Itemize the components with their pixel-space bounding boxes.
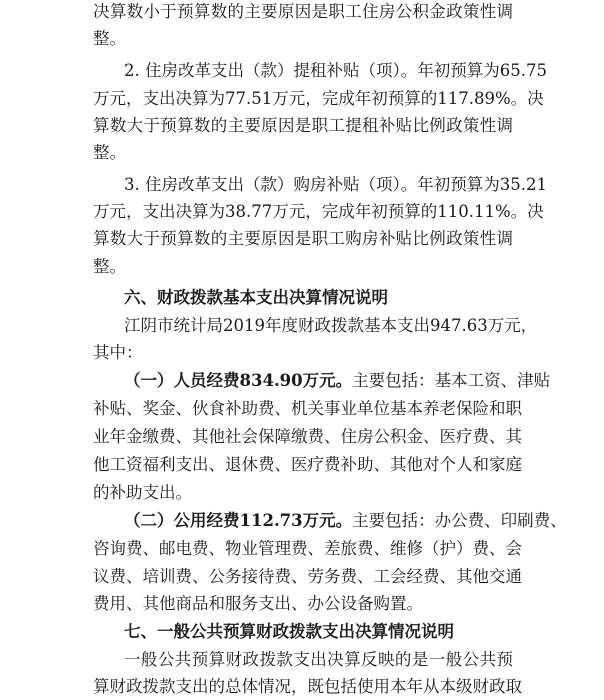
body-line: 决算数小于预算数的主要原因是职工住房公积金政策性调 bbox=[93, 2, 513, 21]
body-line: 江阴市统计局2019年度财政拨款基本支出947.63万元， bbox=[124, 316, 538, 335]
body-line: 补贴、奖金、伙食补助费、机关事业单位基本养老保险和职 bbox=[93, 399, 522, 418]
body-line: 其中： bbox=[93, 343, 143, 362]
list-item-2-line: 2. 住房改革支出（款）提租补贴（项）。年初预算为65.75 bbox=[124, 61, 547, 80]
body-line: 万元，支出决算为38.77万元，完成年初预算的110.11%。决 bbox=[93, 202, 544, 221]
body-line: 业年金缴费、其他社会保障缴费、住房公积金、医疗费、其 bbox=[93, 427, 522, 446]
body-line: 的补助支出。 bbox=[93, 483, 192, 502]
section-heading-7: 七、一般公共预算财政拨款支出决算情况说明 bbox=[124, 622, 454, 641]
body-line: 费用、其他商品和服务支出、办公设备购置。 bbox=[93, 594, 423, 613]
body-line: 他工资福利支出、退休费、医疗费补助、其他对个人和家庭 bbox=[93, 455, 522, 474]
body-line: 议费、培训费、公务接待费、劳务费、工会经费、其他交通 bbox=[93, 567, 522, 586]
subsection-label-personnel: （一）人员经费834.90万元。 bbox=[124, 371, 353, 390]
body-line: 整。 bbox=[93, 257, 126, 276]
subsection-text: 主要包括：基本工资、津贴 bbox=[352, 371, 551, 390]
list-item-3-line: 3. 住房改革支出（款）购房补贴（项）。年初预算为35.21 bbox=[124, 175, 547, 194]
body-line: 算数大于预算数的主要原因是职工购房补贴比例政策性调 bbox=[93, 229, 513, 248]
subsection-line-personnel bbox=[124, 368, 551, 394]
body-line: 整。 bbox=[93, 143, 126, 162]
body-line: 一般公共预算财政拨款支出决算反映的是一般公共预 bbox=[124, 650, 513, 669]
body-line: 算财政拨款支出的总体情况，既包括使用本年从本级财政取 bbox=[93, 677, 522, 696]
section-heading-6: 六、财政拨款基本支出决算情况说明 bbox=[124, 288, 388, 307]
body-line: 万元，支出决算为77.51万元，完成年初预算的117.89%。决 bbox=[93, 89, 544, 108]
body-line: 咨询费、邮电费、物业管理费、差旅费、维修（护）费、会 bbox=[93, 539, 522, 558]
subsection-line-public bbox=[124, 508, 567, 534]
subsection-text: 主要包括：办公费、印刷费、 bbox=[352, 511, 567, 530]
body-line: 算数大于预算数的主要原因是职工提租补贴比例政策性调 bbox=[93, 116, 513, 135]
body-line: 整。 bbox=[93, 29, 126, 48]
subsection-label-public: （二）公用经费112.73万元。 bbox=[124, 511, 353, 530]
